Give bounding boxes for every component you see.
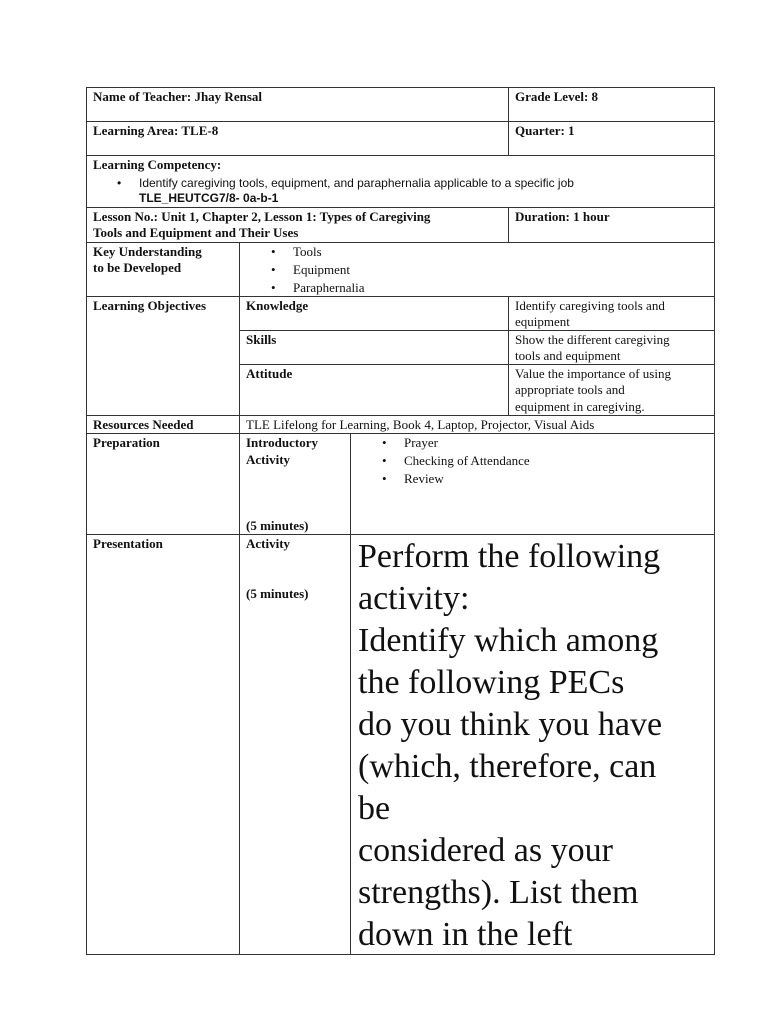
activity-text-line: be [358,790,391,827]
key-understanding-label: Key Understanding [93,244,202,259]
competency-item: • Identify caregiving tools, equipment, and paraphernalia applicable to a specific job [139,176,574,191]
knowledge-label: Knowledge [246,298,309,313]
duration: Duration: 1 hour [515,209,610,224]
lesson-title-line2: Tools and Equipment and Their Uses [93,225,299,240]
skills-text: Show the different caregiving [515,332,670,347]
list-item: • Equipment [293,262,350,278]
attitude-text: equipment in caregiving. [515,399,645,414]
row-divider [86,207,714,208]
learning-area: Learning Area: TLE-8 [93,123,219,138]
row-divider [239,330,714,331]
attitude-text: Value the importance of using [515,366,671,381]
list-item: • Prayer [404,435,438,451]
list-item: • Checking of Attendance [404,453,530,469]
list-item: • Review [404,471,444,487]
teacher-name: Name of Teacher: Jhay Rensal [93,89,262,104]
resources-label: Resources Needed [93,417,194,432]
table-border-top [86,87,714,88]
grade-level: Grade Level: 8 [515,89,599,104]
col-divider [508,87,509,156]
activity-text-line: down in the left [358,916,573,953]
row-divider [239,364,714,365]
row-divider [86,296,714,297]
row-divider [86,534,714,535]
lesson-title-line1: Lesson No.: Unit 1, Chapter 2, Lesson 1: Types of Caregiving [93,209,431,224]
row-divider [86,155,714,156]
presentation-time: (5 minutes) [246,586,309,601]
row-divider [86,433,714,434]
col-divider [350,433,351,955]
attitude-label: Attitude [246,366,293,381]
skills-label: Skills [246,332,277,347]
introductory-activity-label: Introductory [246,435,318,450]
introductory-activity-label: Activity [246,452,291,467]
activity-text-line: Perform the following [358,538,661,575]
activity-text-line: do you think you have [358,706,663,743]
competency-code: TLE_HEUTCG7/8- 0a-b-1 [139,191,279,205]
list-item: • Tools [293,244,322,260]
activity-text-line: (which, therefore, can [358,748,657,785]
activity-text-line: Identify which among [358,622,659,659]
knowledge-text: equipment [515,314,570,329]
presentation-activity-text [358,536,708,956]
activity-text-line: strengths). List them [358,874,639,911]
presentation-activity-label: Activity [246,536,291,551]
activity-text-line: considered as your [358,832,613,869]
activity-text-line: the following PECs [358,664,625,701]
row-divider [86,121,714,122]
table-border-right [714,87,715,955]
activity-text-line: activity: [358,580,470,617]
competency-label: Learning Competency: [93,157,222,172]
row-divider [86,242,714,243]
list-item: • Paraphernalia [293,280,364,296]
skills-text: tools and equipment [515,348,621,363]
col-divider [508,207,509,243]
knowledge-text: Identify caregiving tools and [515,298,665,313]
attitude-text: appropriate tools and [515,382,625,397]
row-divider [86,415,714,416]
table-border-left [86,87,87,955]
resources-value: TLE Lifelong for Learning, Book 4, Laptop, Projector, Visual Aids [246,417,595,432]
col-divider [508,296,509,416]
preparation-label: Preparation [93,435,160,450]
key-understanding-label: to be Developed [93,260,182,275]
objectives-label: Learning Objectives [93,298,207,313]
col-divider [239,242,240,955]
preparation-time: (5 minutes) [246,518,309,533]
quarter: Quarter: 1 [515,123,575,138]
presentation-label: Presentation [93,536,163,551]
